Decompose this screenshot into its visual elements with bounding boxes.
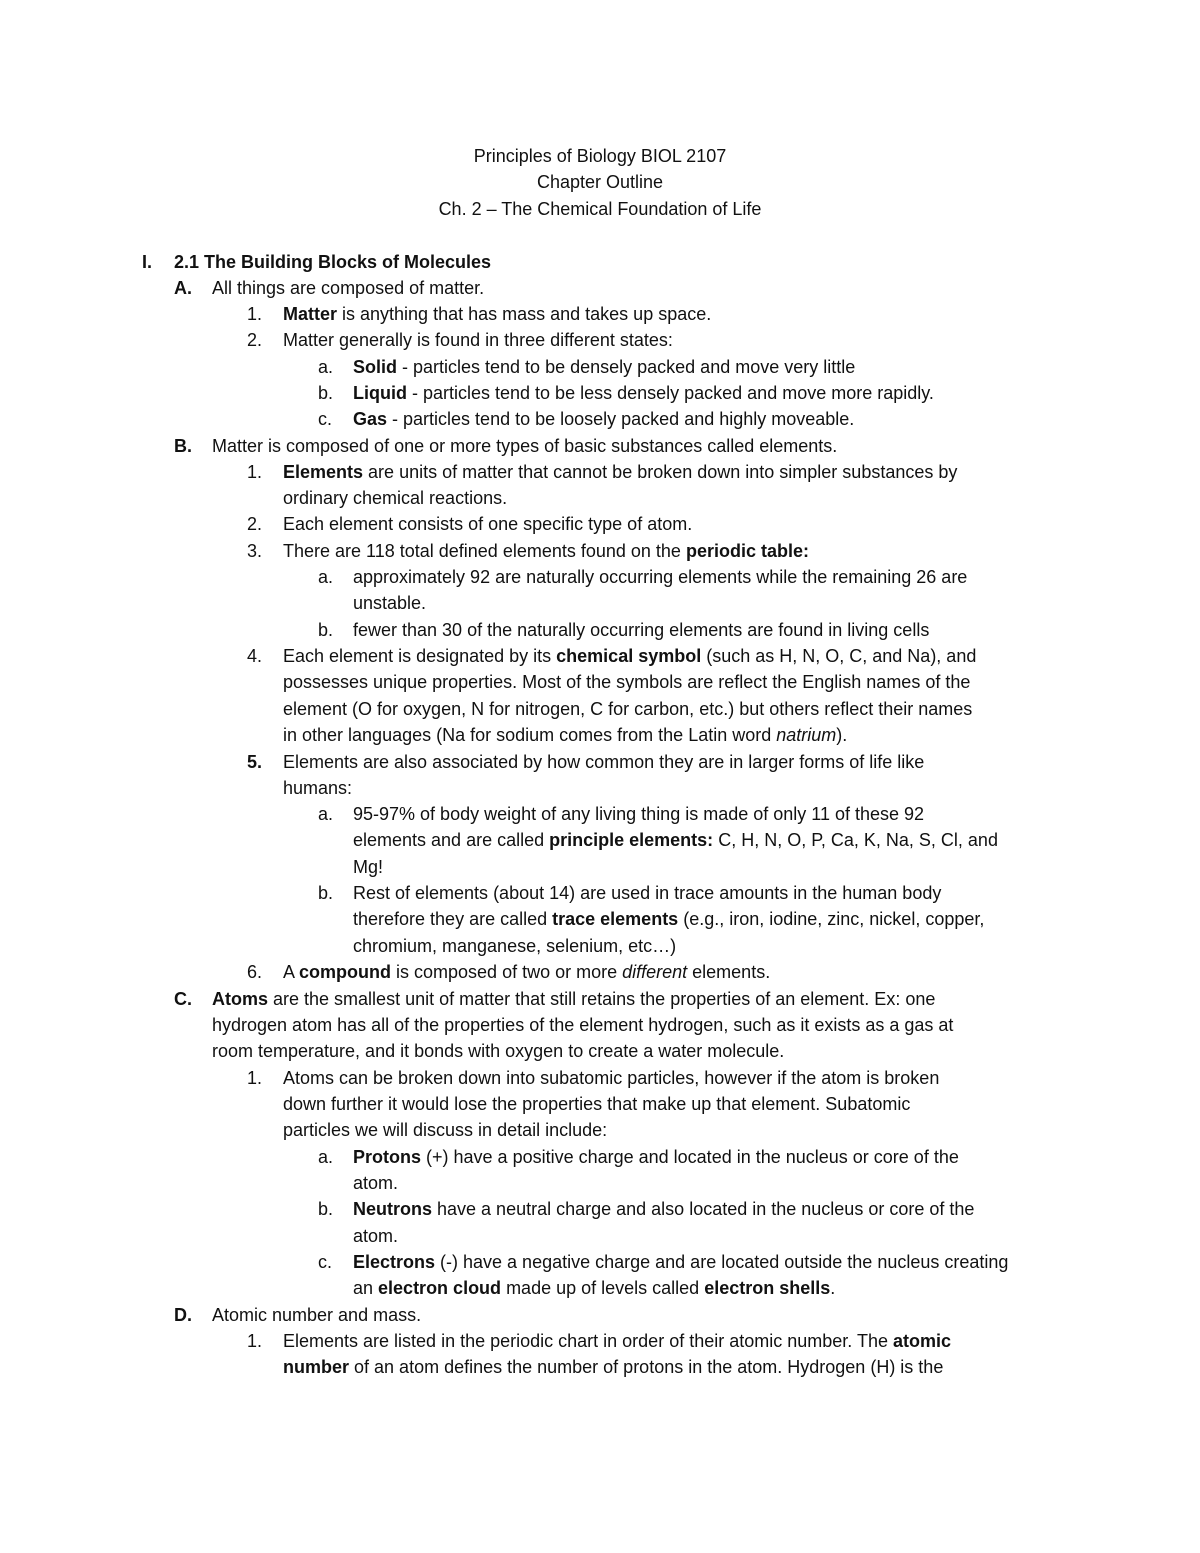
- outline-item-continuation: room temperature, and it bonds with oxygen to create a water molecule.: [212, 1041, 785, 1061]
- outline-marker: b.: [318, 383, 334, 403]
- outline-item: Matter generally is found in three different states:: [283, 330, 673, 350]
- outline-item-continuation: Mg!: [353, 857, 384, 877]
- outline-item-continuation: chromium, manganese, selenium, etc…): [353, 936, 677, 956]
- document-subtitle: Chapter Outline: [536, 172, 664, 192]
- outline-marker: C.: [174, 989, 192, 1009]
- outline-item-continuation: ordinary chemical reactions.: [283, 488, 508, 508]
- section-heading: 2.1 The Building Blocks of Molecules: [174, 252, 492, 272]
- outline-item: Atoms can be broken down into subatomic particles, however if the atom is broken: [283, 1068, 940, 1088]
- outline-marker: 1.: [247, 304, 263, 324]
- outline-item: Elements are listed in the periodic chart in order of their atomic number. The atomic: [283, 1331, 952, 1351]
- outline-item: Matter is composed of one or more types of basic substances called elements.: [212, 436, 838, 456]
- outline-marker: 1.: [247, 1331, 263, 1351]
- outline-item-continuation: atom.: [353, 1226, 399, 1246]
- outline-item: approximately 92 are naturally occurring elements while the remaining 26 are: [353, 567, 968, 587]
- outline-item: Gas - particles tend to be loosely packed and highly moveable.: [353, 409, 855, 429]
- outline-item: Elements are units of matter that cannot be broken down into simpler substances by: [283, 462, 958, 482]
- outline-item: Protons (+) have a positive charge and located in the nucleus or core of the: [353, 1147, 959, 1167]
- outline-marker: 5.: [247, 752, 263, 772]
- document-title: Principles of Biology BIOL 2107: [473, 146, 727, 166]
- outline-item: Atoms are the smallest unit of matter that still retains the properties of an element. Ex: one: [212, 989, 936, 1009]
- outline-marker: D.: [174, 1305, 192, 1325]
- outline-item: There are 118 total defined elements found on the periodic table:: [283, 541, 809, 561]
- outline-marker: c.: [318, 1252, 333, 1272]
- outline-item: 95-97% of body weight of any living thing is made of only 11 of these 92: [353, 804, 925, 824]
- outline-marker: b.: [318, 620, 334, 640]
- outline-item-continuation: possesses unique properties. Most of the symbols are reflect the English names of the: [283, 672, 971, 692]
- outline-item: Each element is designated by its chemical symbol (such as H, N, O, C, and Na), and: [283, 646, 977, 666]
- outline-item-continuation: atom.: [353, 1173, 399, 1193]
- outline-item: Neutrons have a neutral charge and also located in the nucleus or core of the: [353, 1199, 975, 1219]
- outline-marker: b.: [318, 883, 334, 903]
- outline-item-continuation: an electron cloud made up of levels called electron shells.: [353, 1278, 836, 1298]
- outline-item: All things are composed of matter.: [212, 278, 485, 298]
- outline-item-continuation: element (O for oxygen, N for nitrogen, C for carbon, etc.) but others reflect their names: [283, 699, 973, 719]
- outline-marker: a.: [318, 567, 334, 587]
- outline-marker: B.: [174, 436, 192, 456]
- outline-item-continuation: therefore they are called trace elements (e.g., iron, iodine, zinc, nickel, copper,: [353, 909, 985, 929]
- outline-marker: A.: [174, 278, 192, 298]
- outline-item: Solid - particles tend to be densely packed and move very little: [353, 357, 856, 377]
- outline-item: A compound is composed of two or more different elements.: [283, 962, 771, 982]
- outline-item: Liquid - particles tend to be less densely packed and move more rapidly.: [353, 383, 934, 403]
- outline-marker: c.: [318, 409, 333, 429]
- outline-item: Matter is anything that has mass and takes up space.: [283, 304, 712, 324]
- outline-item: Elements are also associated by how common they are in larger forms of life like: [283, 752, 925, 772]
- outline-item: fewer than 30 of the naturally occurring elements are found in living cells: [353, 620, 930, 640]
- outline-item: Each element consists of one specific type of atom.: [283, 514, 693, 534]
- outline-item: Atomic number and mass.: [212, 1305, 422, 1325]
- outline-marker: 6.: [247, 962, 263, 982]
- outline-marker: 3.: [247, 541, 263, 561]
- outline-marker: 2.: [247, 514, 263, 534]
- outline-item-continuation: down further it would lose the properties that make up that element. Subatomic: [283, 1094, 911, 1114]
- outline-marker: b.: [318, 1199, 334, 1219]
- outline-marker: a.: [318, 1147, 334, 1167]
- outline-marker: 1.: [247, 462, 263, 482]
- chapter-heading: Ch. 2 – The Chemical Foundation of Life: [438, 199, 762, 219]
- outline-item-continuation: unstable.: [353, 593, 427, 613]
- outline-item: Electrons (-) have a negative charge and are located outside the nucleus creating: [353, 1252, 1009, 1272]
- outline-marker: a.: [318, 804, 334, 824]
- outline-item-continuation: hydrogen atom has all of the properties of the element hydrogen, such as it exists as a gas at: [212, 1015, 954, 1035]
- outline-item-continuation: humans:: [283, 778, 353, 798]
- outline-item-continuation: particles we will discuss in detail include:: [283, 1120, 608, 1140]
- outline-marker: I.: [142, 252, 153, 272]
- outline-item-continuation: in other languages (Na for sodium comes from the Latin word natrium).: [283, 725, 848, 745]
- outline-marker: 2.: [247, 330, 263, 350]
- outline-item-continuation: elements and are called principle elements: C, H, N, O, P, Ca, K, Na, S, Cl, and: [353, 830, 998, 850]
- outline-marker: 1.: [247, 1068, 263, 1088]
- outline-item: Rest of elements (about 14) are used in trace amounts in the human body: [353, 883, 942, 903]
- outline-item-continuation: number of an atom defines the number of protons in the atom. Hydrogen (H) is the: [283, 1357, 944, 1377]
- outline-marker: a.: [318, 357, 334, 377]
- outline-marker: 4.: [247, 646, 263, 666]
